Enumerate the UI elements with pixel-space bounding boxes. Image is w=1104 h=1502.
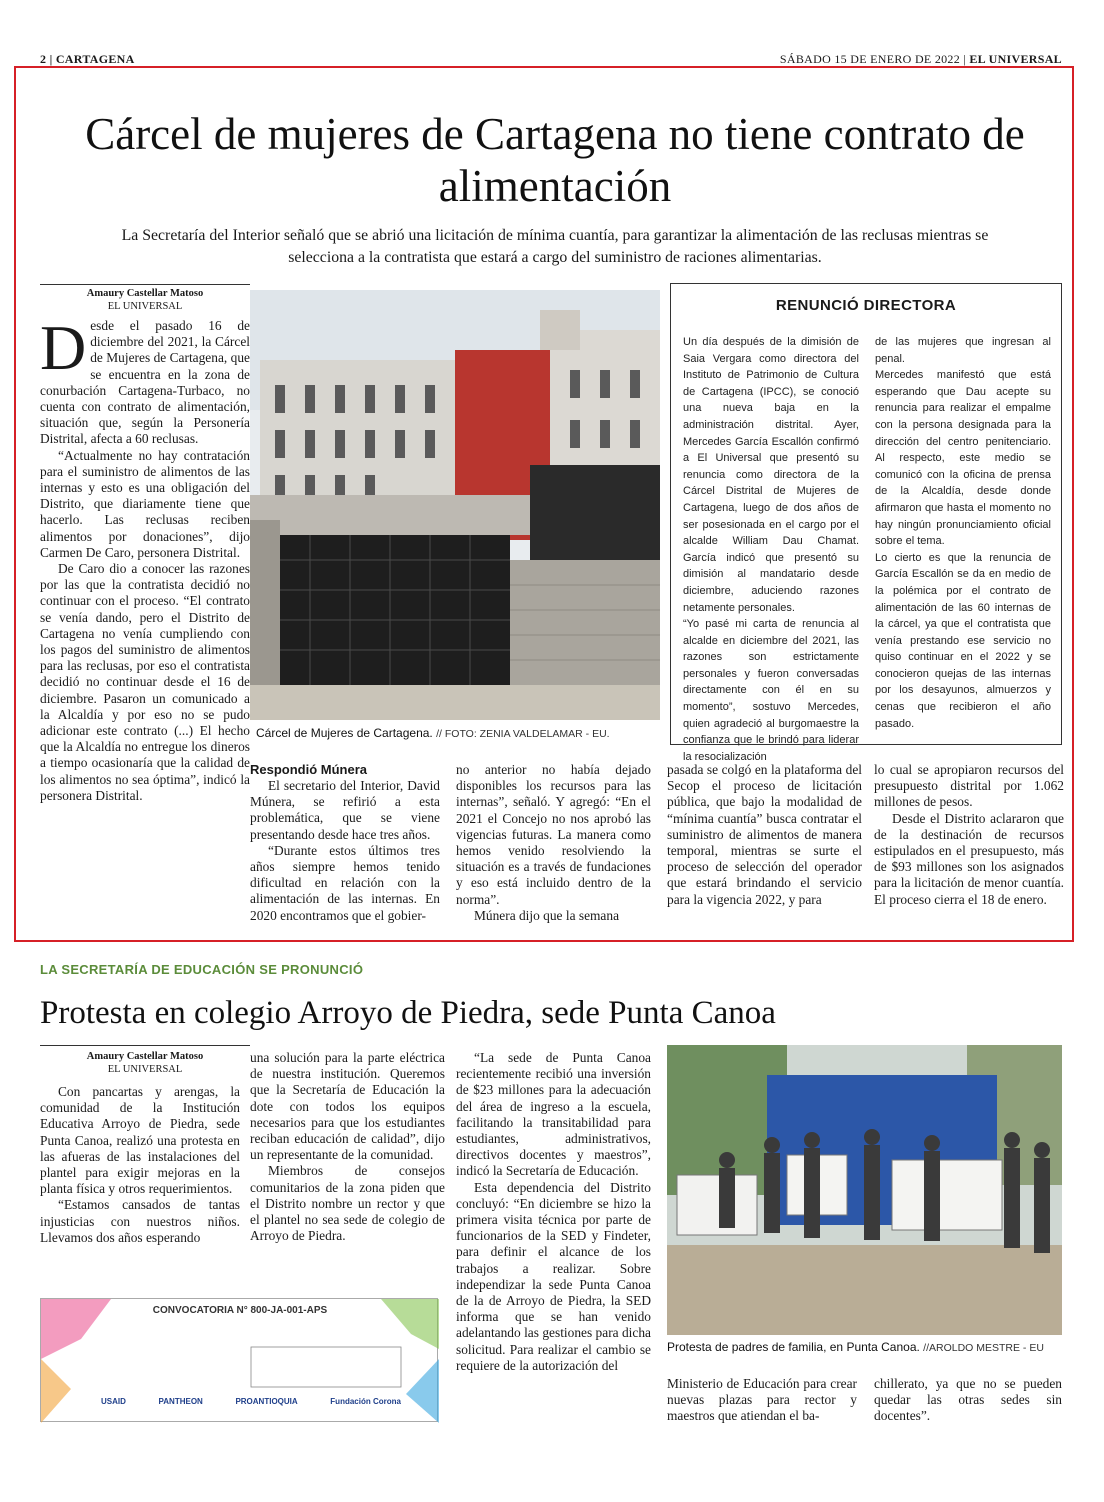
section-label: 2 | CARTAGENA (40, 52, 135, 66)
sidebar-title: RENUNCIÓ DIRECTORA (775, 297, 957, 314)
author-outlet: EL UNIVERSAL (107, 1064, 183, 1075)
paragraph: Miembros de consejos comunitarios de la zona piden que el Distrito nombre un rector y que el plantel no sea sede de colegio de Arroyo de Piedra. (250, 1163, 445, 1244)
paragraph: Ministerio de Educación para crear nuevas plazas para rector y maestros que atiendan el ba- (667, 1376, 857, 1424)
paragraph: Múnera dijo que la semana (474, 907, 620, 923)
subhead: Respondió Múnera (250, 762, 368, 777)
paragraph: lo cual se apropiaron recursos del presupuesto distrital por 1.062 millones de pesos. (874, 762, 1064, 810)
second-col-1 (40, 1084, 240, 1246)
paragraph-text: esde el pasado 16 de diciembre del 2021, la Cárcel de Mujeres de Cartagena, que se encuentra en la zona de conurbación Cartagena-Turbaco, no cuenta con contrato de alimentación, situación que, según la Personería Distrital, afecta a 60 reclusas. (40, 318, 250, 447)
sidebar-col-1 (683, 334, 859, 765)
sidebar-paragraph: Mercedes manifestó que está esperando que Dau acepte su renuncia para realizar el empalme con la persona designada para la dirección del centro penitenciario. Al respecto, este medio se comunicó con la oficina de prensa de la Alcaldía, desde donde afirmaron que hasta el momento no hay ningún pronunciamiento oficial sobre el tema. (875, 369, 1051, 548)
main-col-2 (250, 778, 440, 924)
second-col-5 (874, 1376, 1062, 1425)
prison-building-image (250, 290, 660, 720)
paragraph (40, 312, 250, 448)
author-name: Amaury Castellar Matoso (86, 288, 204, 299)
prison-photo (250, 290, 660, 720)
byline-rule (40, 1045, 250, 1046)
paragraph: “Actualmente no hay contratación para el suministro de alimentos de las internas y esto es una obligación del Distrito, que diariamente tiene que hacerlo. Las reclusas reciben alimentos por donaciones”, dijo Carmen De Caro, personera Distrital. (40, 447, 250, 560)
sidebar-paragraph: Un día después de la dimisión de Saia Vergara como directora del Instituto de Patrimonio de Cultura de Cartagena (IPCC), se conoció una nueva baja en la administración distrital. Ayer, Mercedes García Escallón confirmó a El Universal que presentó su renuncia como directora de la Cárcel Distrital de Mujeres de Cartagena, luego de dos años de ser posesionada en el cargo por el alcalde William Dau Chamat. García indicó que presentó su dimisión al mandatario desde diciembre, aduciendo razones netamente personales. (683, 336, 859, 614)
issue-date (780, 52, 1062, 67)
main-deck: La Secretaría del Interior señaló que se abrió una licitación de mínima cuantía, para garantizar la alimentación de las reclusas mientras se selecciona a la contratista que estará a cargo del suministro de raciones alimentarias. (121, 227, 989, 266)
sidebar-paragraph: Lo cierto es que la renuncia de García Escallón se da en medio de la polémica por el contrato de alimentación de las 60 internas de la cárcel, ya que el contratista que venía prestando ese servicio no quiso continuar en el 2022 y se conocieron quejas de las internas por los desayunos, almuerzos y cenas que recibieron el año pasado. (875, 551, 1051, 730)
paragraph: no anterior no había dejado disponibles los recursos para las internas”, señaló. Y agregó: “En el 2021 el Concejo no nos aprobó las vigencias futuras. La manera como hemos venido resolviendo la situación es a través de fundaciones y eso está incluido dentro de la norma”. (456, 762, 651, 907)
fundacion-corona-logo: Fundación Corona (330, 1397, 401, 1406)
issue-date-text: SÁBADO 15 DE ENERO DE 2022 | (779, 52, 967, 66)
second-byline (40, 1050, 250, 1076)
main-col-3 (456, 762, 651, 924)
paragraph: De Caro dio a conocer las razones por las que la contratista decidió no continuar con el proceso. “El contrato se venía dando, pero el Distrito de Cartagena no venía cumpliendo con los pagos del suministro de alimentos para las reclusas, por eso el contratista decidió no continuar desde el 16 de diciembre. Pasaron un comunicado a la Alcaldía y por eso no se pudo adicionar este contrato (...) El hecho que la Alcaldía no entregue los dineros a tiempo ocasionaría que la calidad de los alimentos no sea óptima”, indicó la personera Distrital. (40, 561, 250, 803)
author-name: Amaury Castellar Matoso (86, 1051, 204, 1062)
pantheon-logo: PANTHEON (158, 1397, 203, 1406)
paragraph: Con pancartas y arengas, la comunidad de la Institución Educativa Arroyo de Piedra, sede Punta Canoa, realizó una protesta en las afueras de las instalaciones del plantel para exigir mejoras en la planta física y otros requerimientos. (40, 1084, 240, 1197)
caption-text: Protesta de padres de familia, en Punta Canoa. (667, 1340, 920, 1354)
drop-cap: D (40, 312, 87, 383)
paragraph: chillerato, ya que no se pueden quedar las otras sedes sin docentes”. (874, 1376, 1062, 1424)
main-col-1 (40, 312, 250, 804)
second-headline: Protesta en colegio Arroyo de Piedra, sede Punta Canoa (40, 995, 776, 1031)
paragraph: Desde el Distrito aclararon que de la destinación de recursos estipulados en el presupuesto, más de $93 millones son los asignados para la licitación de menor cuantía. El proceso cierra el 18 de enero. (874, 810, 1064, 907)
paragraph: pasada se colgó en la plataforma del Secop el proceso de licitación pública, que bajo la modalidad de “mínima cuantía” busca contratar el suministro de alimentos de manera temporal, mientras se surte el proceso de selección del operador que estará brindando el servicio para la vigencia 2022, y para (667, 762, 862, 907)
main-col-5 (874, 762, 1064, 908)
photo-credit: //AROLDO MESTRE - EU (923, 1342, 1044, 1354)
photo-credit: // FOTO: ZENIA VALDELAMAR - EU. (436, 728, 610, 740)
second-col-3 (456, 1050, 651, 1374)
byline-rule (40, 284, 250, 285)
sidebar-paragraph: “Yo pasé mi carta de renuncia al alcalde en diciembre del 2021, las razones son estrictamente personales y fueron conversadas directamente con él en su momento”, sostuvo Mercedes, quien agradeció al burgomaestre la confianza que le brindó para liderar la resocialización (683, 618, 859, 763)
proantioquia-logo: PROANTIOQUIA (235, 1397, 298, 1406)
paragraph: una solución para la parte eléctrica de nuestra institución. Queremos que la Secretaría de Educación la dote con todos los equipos necesarios para que los estudiantes reciban educación de calidad”, dijo un representante de la comunidad. (250, 1050, 445, 1163)
prison-photo-caption (256, 726, 666, 740)
main-col-4 (667, 762, 862, 908)
second-col-4 (667, 1376, 857, 1425)
usaid-logo: USAID (101, 1397, 126, 1406)
paragraph: Esta dependencia del Distrito concluyó: “En diciembre se hizo la primera visita técnica por parte de funcionarios de la SED y Findeter, para definir el alcance de los trabajos a realizar. Sobre independizar la sede Punta Canoa de la de Arroyo de Piedra, la SED informa que se han venido adelantando las gestiones para dicha solicitud. Para realizar el cambio se requiere de la autorización del (456, 1179, 651, 1373)
ad-logo-row (101, 1397, 401, 1406)
caption-text: Cárcel de Mujeres de Cartagena. (256, 726, 433, 740)
sidebar-paragraph: de las mujeres que ingresan al penal. (875, 336, 1051, 365)
ad-title: CONVOCATORIA N° 800-JA-001-APS (152, 1305, 328, 1316)
protest-image (667, 1045, 1062, 1335)
protest-photo (667, 1045, 1062, 1335)
protest-photo-caption (667, 1340, 1062, 1354)
second-col-2 (250, 1050, 445, 1244)
paragraph: “Durante estos últimos tres años siempre hemos tenido dificultad en relación con la alimentación de las internas. En 2020 encontramos que el gobier- (250, 842, 440, 923)
paragraph: “Estamos cansados de tantas injusticias con nuestros niños. Llevamos dos años esperando (40, 1197, 240, 1245)
main-headline: Cárcel de mujeres de Cartagena no tiene contrato de alimentación (85, 109, 1025, 211)
paragraph: “La sede de Punta Canoa recientemente recibió una inversión de $23 millones para la adecuación del área de ingreso a la escuela, facilitando la transitabilidad para estudiantes, administrativos, directivos docentes y maestros”, indicó la Secretaría de Educación. (456, 1050, 651, 1179)
second-kicker: LA SECRETARÍA DE EDUCACIÓN SE PRONUNCIÓ (40, 962, 364, 977)
author-outlet: EL UNIVERSAL (107, 301, 183, 312)
main-byline (40, 287, 250, 313)
paragraph: El secretario del Interior, David Múnera, se refirió a esta problemática, que se viene presentando desde hace tres años. (250, 778, 440, 842)
advertisement[interactable] (40, 1298, 438, 1422)
brand-name: EL UNIVERSAL (969, 52, 1062, 66)
sidebar-col-2 (875, 334, 1051, 732)
